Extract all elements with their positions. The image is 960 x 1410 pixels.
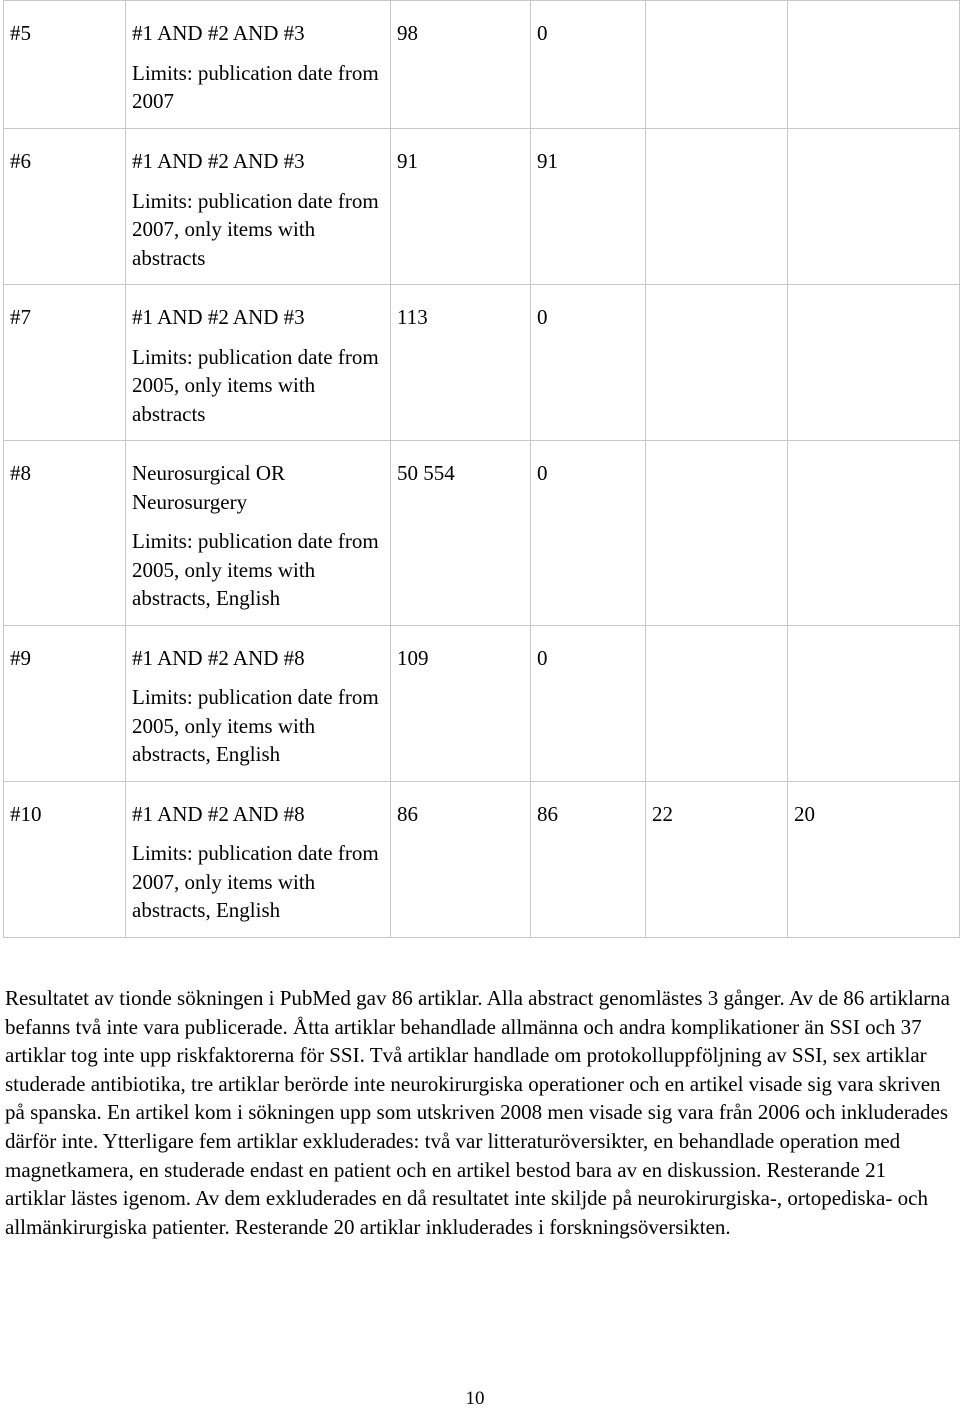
search-query: #1 AND #2 AND #3 [132,21,305,45]
search-terms-cell [126,781,391,937]
table-row [4,285,960,441]
included-count: 20 [788,781,960,937]
search-number: #5 [4,1,126,129]
table-row [4,441,960,626]
result-paragraph: Resultatet av tionde sökningen i PubMed gav 86 artiklar. Alla abstract genomlästes 3 gånger. Av de 86 artiklarna befanns två inte vara publicerade. Åtta artiklar behandlade allmänna och andra komplikationer än SSI och 37 artiklar tog inte upp riskfaktorerna för SSI. Två artiklar handlade om protokolluppföljning av SSI, sex artiklar studerade antibiotika, tre artiklar berörde inte neurokirurgiska operationer och en artikel visade sig vara skriven på spanska. En artikel kom i sökningen upp som utskriven 2008 men visade sig vara från 2006 och inkluderades därför inte. Ytterligare fem artiklar exkluderades: två var litteraturöversikter, en behandlade operation med magnetkamera, en studerade endast en patient och en artikel bestod bara av en diskussion. Resterande 21 artiklar lästes igenom. Av dem exkluderades en då resultatet inte skiljde på neurokirurgiska-, ortopediska- och allmänkirurgiska patienter. Resterande 20 artiklar inkluderades i forskningsöversikten. [5,986,950,1239]
search-query: #1 AND #2 AND #8 [132,645,305,670]
abstracts-read-count: 0 [531,1,646,129]
table-row [4,1,960,129]
search-limits: Limits: publication date from 2005, only items with abstracts, English [132,529,379,610]
search-query: Neurosurgical OR Neurosurgery [132,461,285,514]
table-row [4,625,960,781]
articles-read-count [646,285,788,441]
search-number: #8 [4,441,126,626]
table-row [4,781,960,937]
hits-count: 109 [391,625,531,781]
abstracts-read-count: 0 [531,285,646,441]
search-history-table [3,0,960,938]
articles-read-count: 22 [646,781,788,937]
included-count [788,441,960,626]
hits-count: 113 [391,285,531,441]
search-terms-cell [126,285,391,441]
search-limits: Limits: publication date from 2007 [132,60,379,113]
search-limits: Limits: publication date from 2007, only items with abstracts, English [132,841,379,922]
page-number: 10 [465,1388,485,1409]
included-count [788,285,960,441]
table-row [4,129,960,285]
abstracts-read-count: 0 [531,625,646,781]
articles-read-count [646,129,788,285]
included-count [788,625,960,781]
hits-count: 50 554 [391,441,531,626]
articles-read-count [646,1,788,129]
search-number: #9 [4,625,126,781]
hits-count: 86 [391,781,531,937]
search-query: #1 AND #2 AND #3 [132,149,305,173]
abstracts-read-count: 91 [531,129,646,285]
hits-count: 98 [391,1,531,129]
search-terms-cell [126,625,391,781]
search-limits: Limits: publication date from 2005, only items with abstracts [132,344,379,426]
search-limits: Limits: publication date from 2005, only items with abstracts, English [132,685,379,766]
search-terms-cell [126,129,391,285]
hits-count: 91 [391,129,531,285]
articles-read-count [646,441,788,626]
included-count [788,1,960,129]
search-number: #6 [4,129,126,285]
search-limits: Limits: publication date from 2007, only items with abstracts [132,188,379,270]
search-query: #1 AND #2 AND #8 [132,801,305,826]
included-count [788,129,960,285]
search-number: #10 [4,781,126,937]
abstracts-read-count: 0 [531,441,646,626]
articles-read-count [646,625,788,781]
search-number: #7 [4,285,126,441]
abstracts-read-count: 86 [531,781,646,937]
search-terms-cell [126,1,391,129]
search-terms-cell [126,441,391,626]
search-query: #1 AND #2 AND #3 [132,305,305,329]
